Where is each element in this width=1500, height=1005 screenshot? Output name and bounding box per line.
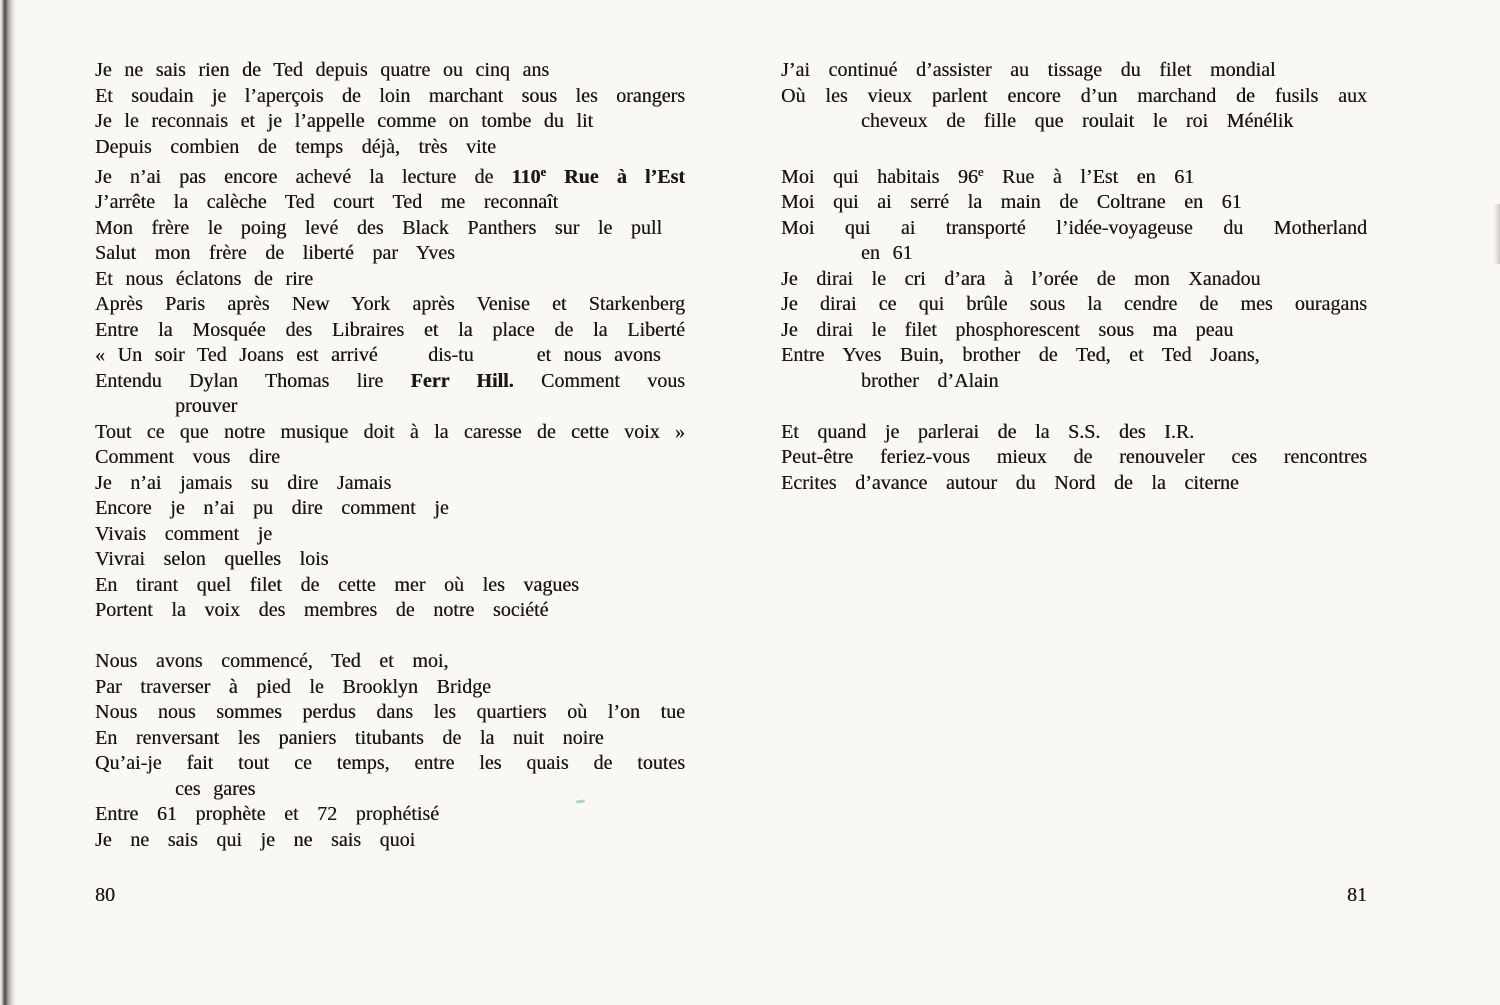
poem-line (95, 343, 685, 369)
poem-line (781, 369, 1367, 395)
poem-line (95, 241, 685, 267)
poem-line-segment: Ecrites d’avance autour du Nord de la citerne (781, 471, 1239, 494)
poem-line-segment: Nous avons commencé, Ted et moi, (95, 650, 449, 673)
poem-line-segment: Et nous éclatons de rire (95, 267, 314, 290)
poem-line-segment: Encore je n’ai pu dire comment je (95, 497, 449, 520)
poem-line-segment: Je n’ai jamais su dire Jamais (95, 471, 392, 494)
poem-line (781, 58, 1367, 84)
poem-line (95, 828, 685, 854)
poem-line (95, 445, 685, 471)
poem-line (95, 496, 685, 522)
poem-line (95, 802, 685, 828)
poem-line-segment: Entre la Mosquée des Libraires et la place de la Liberté (95, 318, 685, 341)
poem-line-segment: prouver (175, 395, 238, 418)
poem-line (781, 445, 1367, 471)
poem-line (95, 420, 685, 446)
poem-line-segment: Vivais comment je (95, 522, 273, 545)
poem-line-segment: En renversant les paniers titubants de la nuit noire (95, 726, 604, 749)
poem-line-segment: Peut-être feriez-vous mieux de renouveler ces rencontres (781, 446, 1367, 469)
poem-line (781, 84, 1367, 110)
poem-line-segment: Par traverser à pied le Brooklyn Bridge (95, 675, 491, 698)
poem-line-segment: en 61 (861, 242, 913, 265)
poem-line (781, 216, 1367, 242)
poem-line-segment: J’arrête la calèche Ted court Ted me reconnaît (95, 191, 559, 214)
poem-line-segment: Entre Yves Buin, brother de Ted, et Ted Joans, (781, 344, 1260, 367)
poem-line (781, 160, 1367, 190)
poem-line-segment: Moi qui habitais 96 (781, 165, 978, 188)
poem-line (95, 216, 685, 242)
poem-line (95, 109, 685, 135)
poem-line-segment: Comment vous dire (95, 446, 280, 469)
poem-line (95, 135, 685, 161)
poem-line-segment: Je dirai ce qui brûle sous la cendre de mes ouragans (781, 293, 1367, 316)
poem-line (781, 241, 1367, 267)
poem-line-segment: Entendu Dylan Thomas lire (95, 369, 411, 392)
poem-line (781, 135, 1367, 161)
poem-line-segment: brother d’Alain (861, 369, 999, 392)
poem-line-segment: Vivrai selon quelles lois (95, 548, 329, 571)
poem-line-bold-segment: Ferr Hill. (410, 369, 514, 392)
poem-line (95, 777, 685, 803)
poem-line (95, 573, 685, 599)
poem-line-segment: ces gares (175, 777, 256, 800)
poem-line-segment: Et soudain je l’aperçois de loin marchant sous les orangers (95, 84, 685, 107)
poem-line-segment: Depuis combien de temps déjà, très vite (95, 135, 496, 158)
poem-line (95, 598, 685, 624)
poem-line-segment: Nous nous sommes perdus dans les quartiers où l’on tue (95, 701, 685, 724)
poem-line-bold-segment: Rue à l’Est (545, 165, 685, 188)
poem-line (95, 522, 685, 548)
poem-line-segment: Où les vieux parlent encore d’un marchand de fusils aux (781, 84, 1367, 107)
poem-line (95, 160, 685, 190)
poem-line-segment: Et quand je parlerai de la S.S. des I.R. (781, 420, 1195, 443)
poem-line-segment: cheveux de fille que roulait le roi Ménélik (861, 110, 1294, 132)
poem-line-segment: Comment vous (513, 369, 685, 392)
poem-line (95, 267, 685, 293)
poem-line-segment: Rue à l’Est en 61 (983, 165, 1195, 188)
poem-line-segment: Je dirai le filet phosphorescent sous ma peau (781, 318, 1234, 341)
poem-line (781, 420, 1367, 446)
left-page-text-column (95, 58, 685, 853)
poem-line-segment: En tirant quel filet de cette mer où les vagues (95, 573, 579, 596)
poem-line-segment: Après Paris après New York après Venise et Starkenberg (95, 293, 685, 316)
poem-line (781, 394, 1367, 420)
poem-line (781, 292, 1367, 318)
poem-line-segment: Salut mon frère de liberté par Yves (95, 242, 455, 265)
book-gutter-shadow (0, 0, 16, 1005)
page-number-right: 81 (1347, 884, 1367, 906)
poem-line-segment: Portent la voix des membres de notre société (95, 599, 549, 622)
poem-line (95, 58, 685, 84)
poem-line-segment: Qu’ai-je fait tout ce temps, entre les quais de toutes (95, 752, 685, 775)
poem-line (95, 190, 685, 216)
poem-line-segment: Je le reconnais et je l’appelle comme on tombe du lit (95, 110, 594, 132)
poem-line (95, 675, 685, 701)
poem-line-segment: Je ne sais qui je ne sais quoi (95, 828, 416, 851)
poem-line (781, 267, 1367, 293)
poem-line-segment: « Un soir Ted Joans est arrivé dis-tu et nous avons (95, 344, 661, 367)
poem-line (95, 292, 685, 318)
right-page-text-column (781, 58, 1367, 496)
poem-line (781, 471, 1367, 497)
poem-line-bold-segment: e (540, 165, 546, 179)
poem-line (95, 547, 685, 573)
poem-line (781, 318, 1367, 344)
poem-line (95, 84, 685, 110)
poem-line-segment: Je ne sais rien de Ted depuis quatre ou cinq ans (95, 59, 550, 81)
poem-line (781, 343, 1367, 369)
poem-line (95, 318, 685, 344)
poem-line (95, 624, 685, 650)
poem-line (95, 700, 685, 726)
poem-line (95, 649, 685, 675)
poem-line-segment: Tout ce que notre musique doit à la caresse de cette voix » (95, 420, 685, 443)
scan-edge-mark (1493, 204, 1500, 264)
page-number-left: 80 (95, 884, 115, 906)
poem-line-segment: Moi qui ai transporté l’idée-voyageuse du Motherland (781, 216, 1367, 239)
poem-line-bold-segment: 110 (511, 165, 541, 188)
poem-line (781, 190, 1367, 216)
poem-line-segment: Je n’ai pas encore achevé la lecture de (95, 165, 512, 188)
poem-line-segment: Je dirai le cri d’ara à l’orée de mon Xanadou (781, 267, 1261, 290)
poem-line-segment: J’ai continué d’assister au tissage du filet mondial (781, 59, 1276, 81)
poem-line (781, 109, 1367, 135)
poem-line (95, 726, 685, 752)
poem-line (95, 394, 685, 420)
poem-line (95, 751, 685, 777)
poem-line-segment: e (977, 165, 984, 179)
poem-line (95, 369, 685, 395)
poem-line-segment: Entre 61 prophète et 72 prophétisé (95, 803, 440, 826)
poem-line-segment: Mon frère le poing levé des Black Panthers sur le pull (95, 216, 662, 239)
poem-line (95, 471, 685, 497)
poem-line-segment: Moi qui ai serré la main de Coltrane en 61 (781, 191, 1242, 214)
